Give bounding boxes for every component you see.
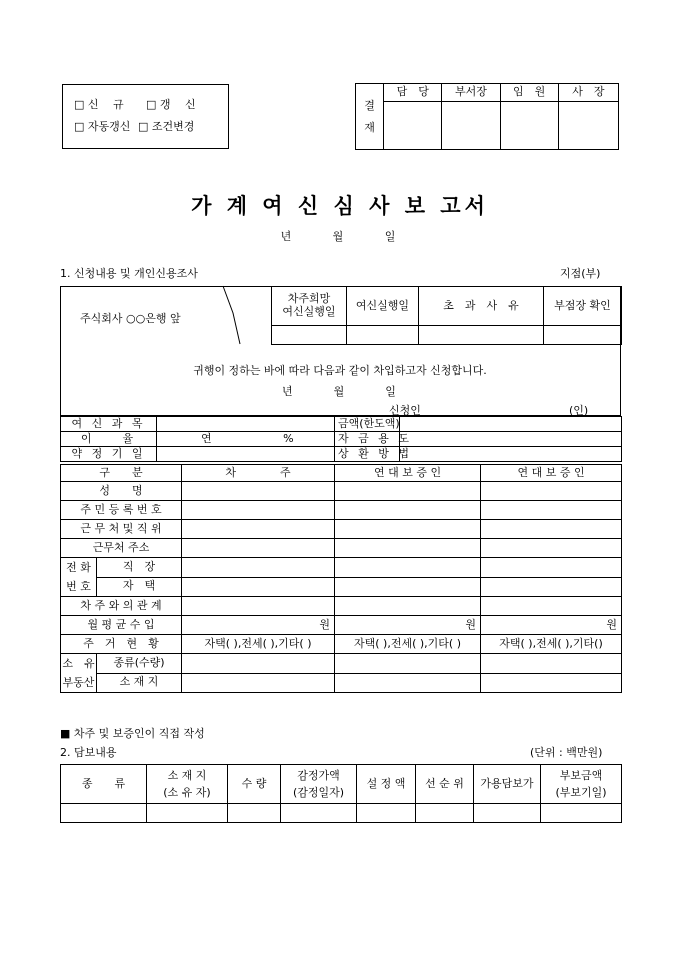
excess-reason-cell[interactable] [419,326,544,345]
unit-label: (단위 : 백만원) [530,746,603,759]
col-header: 연 대 보 증 인 [335,465,481,482]
section1-title: 1. 신청내용 및 개인신용조사 [60,267,198,280]
request-statement: 귀행이 정하는 바에 따라 다음과 같이 차입하고자 신청합니다. [193,364,487,377]
approval-header: 임 원 [500,84,558,102]
loan-type-value[interactable] [157,417,335,432]
field-cell[interactable] [335,654,481,674]
report-date: 년 월 일 [280,230,400,243]
field-cell[interactable] [481,597,622,616]
collateral-cell[interactable] [416,804,474,823]
collateral-header: 설 정 액 [357,765,416,804]
collateral-cell[interactable] [474,804,541,823]
field-cell[interactable] [182,654,335,674]
collateral-cell[interactable] [61,804,147,823]
field-cell[interactable] [481,501,622,520]
signature-cell[interactable] [500,102,558,150]
row-label-work-address: 근무처 주소 [61,539,182,558]
repay-label: 상 환 방 법 [335,447,400,462]
repay-value[interactable] [400,447,622,462]
rate-value[interactable] [157,432,335,447]
desired-date-header: 차주희망 여신실행일 [272,287,347,326]
row-label-name: 성 명 [61,482,182,501]
loan-type-label: 여 신 과 목 [61,417,157,432]
checkbox-renew[interactable]: □ 갱 신 [146,98,196,111]
term-label: 약 정 기 일 [61,447,157,462]
field-cell[interactable] [481,577,622,597]
row-label-workplace: 근 무 처 및 직 위 [61,520,182,539]
row-label-housing: 주 거 현 황 [61,635,182,654]
checkbox-new[interactable]: □ 신 규 [74,98,124,111]
row-label-phone-work: 직 장 [97,558,182,578]
field-cell[interactable] [481,673,622,693]
field-cell[interactable] [335,558,481,578]
approval-table [355,83,619,150]
field-cell[interactable] [335,673,481,693]
housing-cell[interactable]: 자택( ),전세( ),기타() [481,635,622,654]
income-cell[interactable]: 원 [182,616,335,635]
collateral-cell[interactable] [228,804,281,823]
approval-header: 담 당 [384,84,442,102]
field-cell[interactable] [481,654,622,674]
field-cell[interactable] [481,539,622,558]
collateral-table [60,764,622,823]
collateral-header: 감정가액 (감정일자) [281,765,357,804]
signature-cell[interactable] [558,102,618,150]
field-cell[interactable] [182,482,335,501]
collateral-header: 종 류 [61,765,147,804]
approval-label: 결 재 [356,84,384,150]
applicant-label: 신청인 [389,404,421,417]
loan-info-table [60,416,622,462]
field-cell[interactable] [182,520,335,539]
manager-check-cell[interactable] [544,326,622,345]
field-cell[interactable] [335,539,481,558]
checkbox-auto-renew[interactable]: □ 자동갱신 [74,120,131,133]
col-header: 연 대 보 증 인 [481,465,622,482]
housing-cell[interactable]: 자택( ),전세( ),기타( ) [335,635,481,654]
field-cell[interactable] [335,501,481,520]
persons-table [60,464,622,693]
field-cell[interactable] [182,558,335,578]
collateral-header: 수 량 [228,765,281,804]
field-cell[interactable] [182,597,335,616]
branch-label: 지점(부) [560,267,601,280]
exec-date-header: 여신실행일 [347,287,419,326]
field-cell[interactable] [182,501,335,520]
housing-cell[interactable]: 자택( ),전세( ),기타( ) [182,635,335,654]
applicant-seal[interactable]: (인) [569,404,589,417]
manager-check-header: 부점장 확인 [544,287,622,326]
rate-label: 이 율 [61,432,157,447]
collateral-header: 부보금액 (부보기일) [541,765,622,804]
field-cell[interactable] [335,597,481,616]
phone-group-label: 전 화 번 호 [61,558,97,597]
rate-year: 연 [201,431,212,445]
page-title: 가 계 여 신 심 사 보 고서 [191,193,489,218]
collateral-cell[interactable] [541,804,622,823]
field-cell[interactable] [182,577,335,597]
field-cell[interactable] [481,482,622,501]
checkbox-condition-change[interactable]: □ 조건변경 [138,120,195,133]
col-header: 구 분 [61,465,182,482]
field-cell[interactable] [335,577,481,597]
request-date: 년 월 일 [282,385,398,398]
excess-reason-header: 초 과 사 유 [419,287,544,326]
income-cell[interactable]: 원 [335,616,481,635]
signature-cell[interactable] [384,102,442,150]
income-cell[interactable]: 원 [481,616,622,635]
col-header: 차 주 [182,465,335,482]
desired-date-cell[interactable] [272,326,347,345]
purpose-value[interactable] [400,432,622,447]
term-value[interactable] [157,447,335,462]
realty-group-label: 소 유 부동산 [61,654,97,693]
row-label-income: 월 평 균 수 입 [61,616,182,635]
field-cell[interactable] [481,520,622,539]
field-cell[interactable] [182,673,335,693]
section2-title: 2. 담보내용 [60,746,117,759]
signature-cell[interactable] [442,102,500,150]
collateral-cell[interactable] [147,804,228,823]
field-cell[interactable] [335,520,481,539]
field-cell[interactable] [481,558,622,578]
collateral-cell[interactable] [357,804,416,823]
amount-label: 금액(한도액) [335,417,400,432]
collateral-header: 소 재 지 (소 유 자) [147,765,228,804]
purpose-label: 자 금 용 도 [335,432,400,447]
direct-write-note: ■ 차주 및 보증인이 직접 작성 [60,727,205,740]
row-label-id: 주 민 등 록 번 호 [61,501,182,520]
collateral-header: 선 순 위 [416,765,474,804]
rate-percent: % [283,431,294,445]
collateral-header: 가용담보가 [474,765,541,804]
collateral-cell[interactable] [281,804,357,823]
approval-header: 부서장 [442,84,500,102]
row-label-phone-home: 자 택 [97,577,182,597]
addressee: 주식회사 ○○은행 앞 [80,312,181,325]
approval-header: 사 장 [558,84,618,102]
request-header-table [271,286,622,345]
field-cell[interactable] [335,482,481,501]
field-cell[interactable] [182,539,335,558]
exec-date-cell[interactable] [347,326,419,345]
row-label-realty-location: 소 재 지 [97,673,182,693]
amount-value[interactable] [400,417,622,432]
row-label-realty-kind: 종류(수량) [97,654,182,674]
row-label-relation: 차 주 와 의 관 계 [61,597,182,616]
